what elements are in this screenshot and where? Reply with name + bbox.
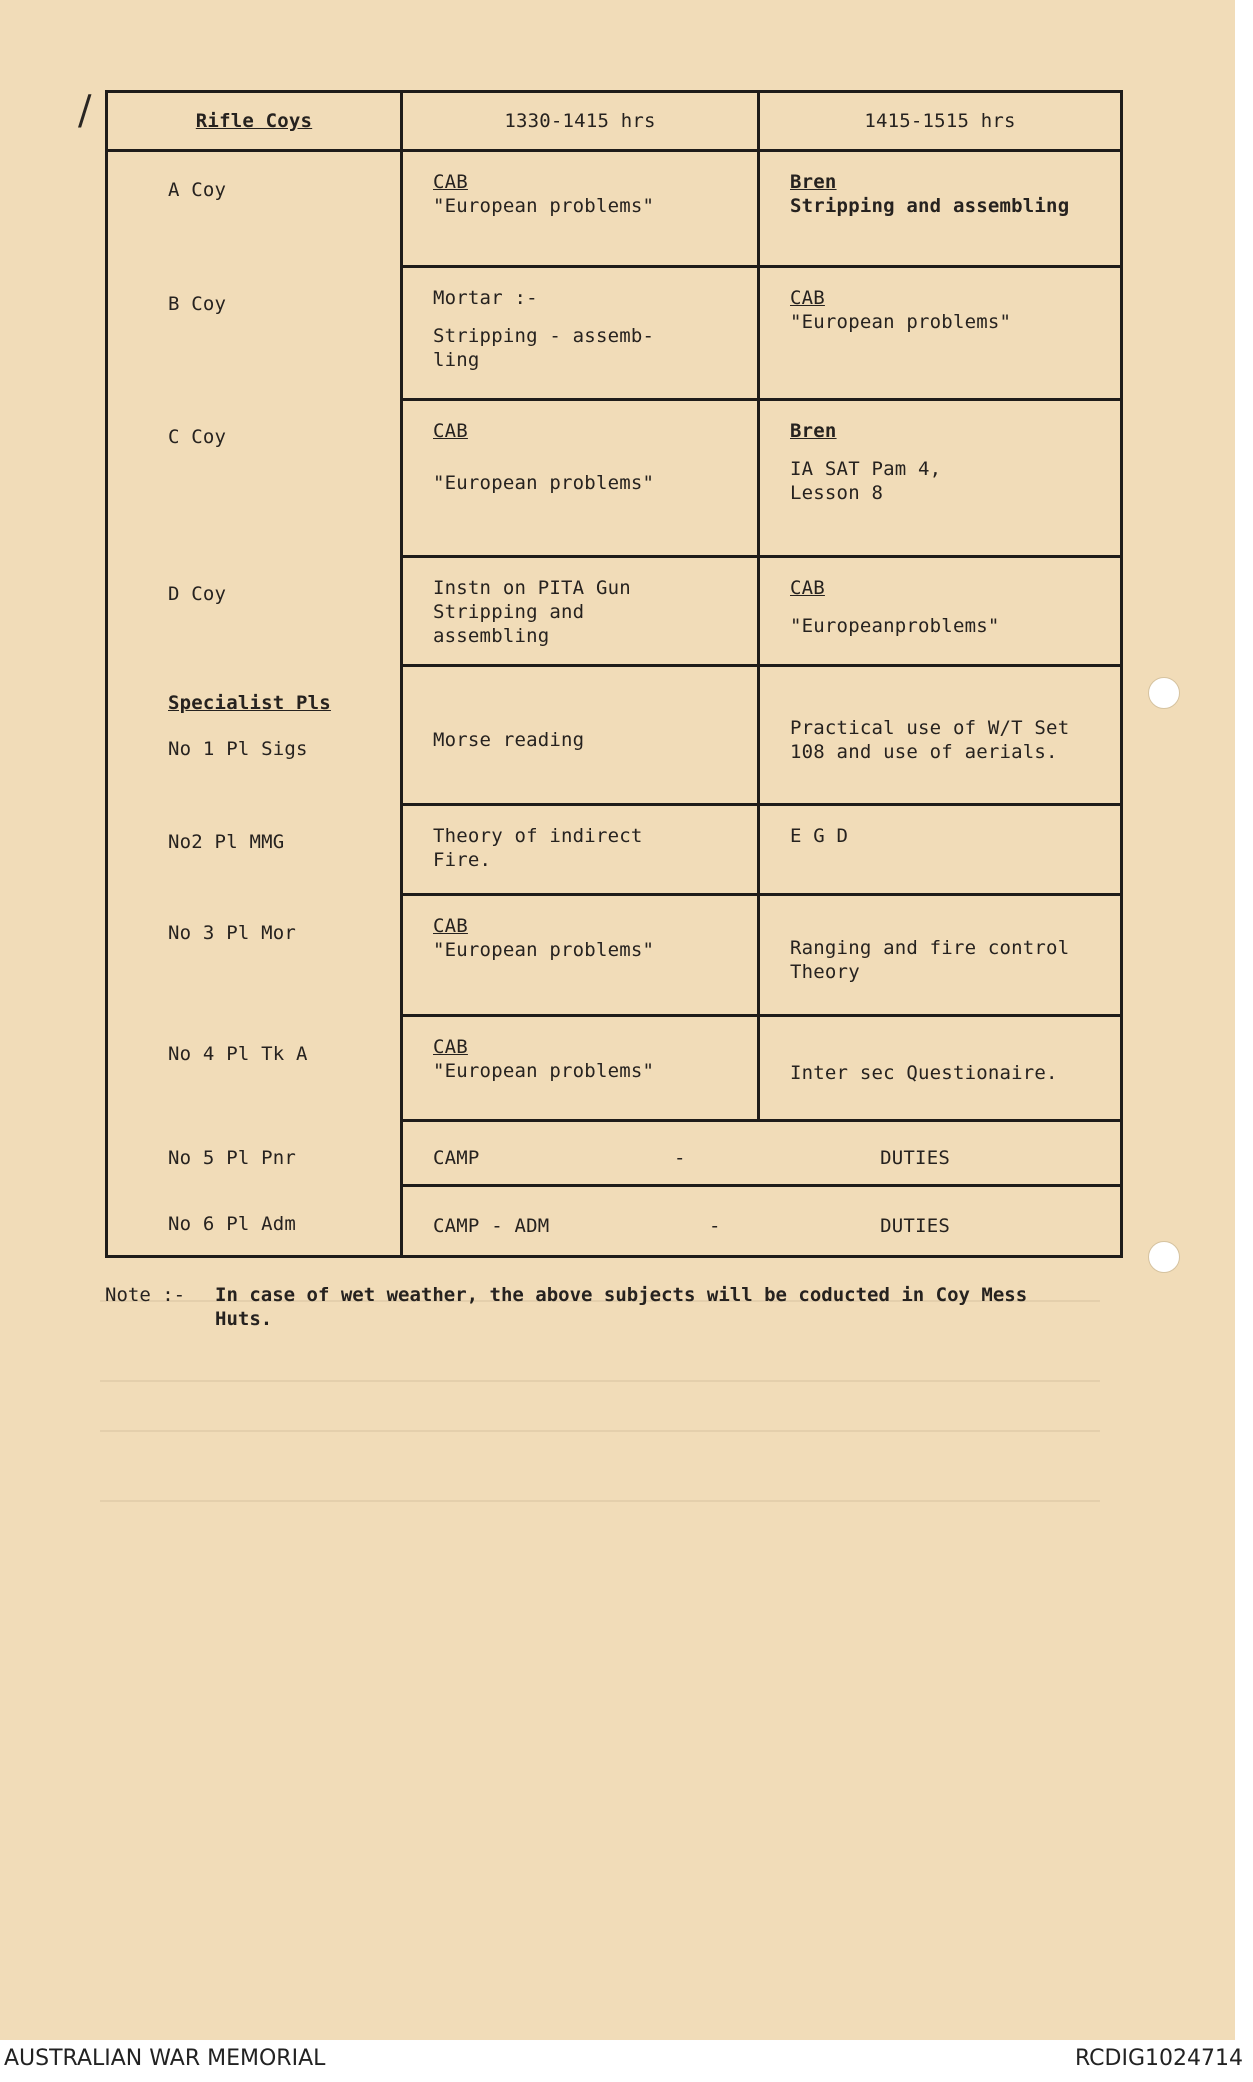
table-row xyxy=(107,1016,1122,1121)
period-1-cell xyxy=(402,266,759,399)
subject-title: CAB xyxy=(790,286,825,309)
subject-text: "European problems" xyxy=(790,310,1012,333)
unit-label: No 1 Pl Sigs xyxy=(168,738,308,761)
table-row xyxy=(107,895,1122,1016)
table-row xyxy=(107,804,1122,895)
header-rifle-coys: Rifle Coys xyxy=(107,92,402,151)
subject-title: CAB xyxy=(433,419,468,442)
period-2-cell xyxy=(759,399,1122,556)
unit-cell: C Coy xyxy=(107,399,402,556)
table-row xyxy=(107,1120,1122,1185)
period-2-cell xyxy=(759,151,1122,267)
note-label: Note :- xyxy=(105,1284,186,1306)
period-2-cell: Inter sec Questionaire. xyxy=(759,1016,1122,1121)
unit-cell: No 3 Pl Mor xyxy=(107,895,402,1016)
subject-text: "European problems" xyxy=(433,939,655,962)
duties-label: DUTIES xyxy=(880,1215,950,1238)
period-1-cell xyxy=(402,895,759,1016)
subject-text: "European problems" xyxy=(433,1060,655,1083)
table-row xyxy=(107,399,1122,556)
camp-dash: - xyxy=(708,1215,721,1238)
unit-cell: No 5 Pl Pnr xyxy=(107,1120,402,1185)
specialist-heading: Specialist Pls xyxy=(168,692,331,715)
training-schedule-table xyxy=(105,90,1123,1258)
unit-cell: B Coy xyxy=(107,266,402,399)
period-2-cell: Practical use of W/T Set 108 and use of aerials. xyxy=(759,665,1122,804)
footer-institution: AUSTRALIAN WAR MEMORIAL xyxy=(4,2046,326,2071)
subject-text: Stripping and assembling xyxy=(790,195,1070,217)
period-1-cell: Morse reading xyxy=(402,665,759,804)
subject-title: CAB xyxy=(433,915,468,938)
subject-text: IA SAT Pam 4, Lesson 8 xyxy=(790,457,942,504)
period-1-cell xyxy=(402,1016,759,1121)
margin-tick-mark: / xyxy=(78,88,92,134)
table-header-row xyxy=(107,92,1122,151)
period-1-cell: Theory of indirect Fire. xyxy=(402,804,759,895)
header-period-2: 1415-1515 hrs xyxy=(759,92,1122,151)
period-1-cell xyxy=(402,556,759,665)
unit-cell xyxy=(107,665,402,804)
camp-label: CAMP xyxy=(433,1147,480,1170)
subject-text: "Europeanproblems" xyxy=(790,614,1000,637)
camp-duties-cell xyxy=(402,1186,1122,1257)
table-row xyxy=(107,1186,1122,1257)
punch-hole-icon xyxy=(1148,1241,1180,1273)
subject-title: Bren xyxy=(790,171,837,193)
period-1-cell xyxy=(402,399,759,556)
subject-title: CAB xyxy=(790,576,825,599)
subject-text: "European problems" xyxy=(433,195,655,217)
period-2-cell: Ranging and fire control Theory xyxy=(759,895,1122,1016)
unit-cell: D Coy xyxy=(107,556,402,665)
period-1-cell xyxy=(402,151,759,267)
punch-hole-icon xyxy=(1148,677,1180,709)
camp-dash: - xyxy=(674,1147,686,1170)
table-row xyxy=(107,556,1122,665)
subject-text: "European problems" xyxy=(433,471,655,494)
period-2-cell xyxy=(759,266,1122,399)
subject-title: CAB xyxy=(433,171,468,193)
period-2-cell: E G D xyxy=(759,804,1122,895)
period-2-cell xyxy=(759,556,1122,665)
duties-label: DUTIES xyxy=(880,1147,950,1170)
subject-title: CAB xyxy=(433,1036,468,1059)
note-text: In case of wet weather, the above subjects will be coducted in Coy Mess Huts. xyxy=(215,1284,1028,1330)
subject-text: Instn on PITA Gun Stripping and assembling xyxy=(433,576,631,647)
subject-title: Mortar :- xyxy=(433,286,538,309)
table-row xyxy=(107,266,1122,399)
unit-cell: No 4 Pl Tk A xyxy=(107,1016,402,1121)
subject-text: Stripping - assemb- ling xyxy=(433,324,655,371)
footer-reference: RCDIG1024714 xyxy=(1074,2046,1243,2071)
table-row xyxy=(107,151,1122,267)
subject-title: Bren xyxy=(790,419,837,442)
camp-label: CAMP - ADM xyxy=(433,1215,550,1238)
camp-duties-cell xyxy=(402,1120,1122,1185)
header-period-1: 1330-1415 hrs xyxy=(402,92,759,151)
unit-cell: A Coy xyxy=(107,151,402,267)
unit-cell: No2 Pl MMG xyxy=(107,804,402,895)
table-row xyxy=(107,665,1122,804)
unit-cell: No 6 Pl Adm xyxy=(107,1186,402,1257)
